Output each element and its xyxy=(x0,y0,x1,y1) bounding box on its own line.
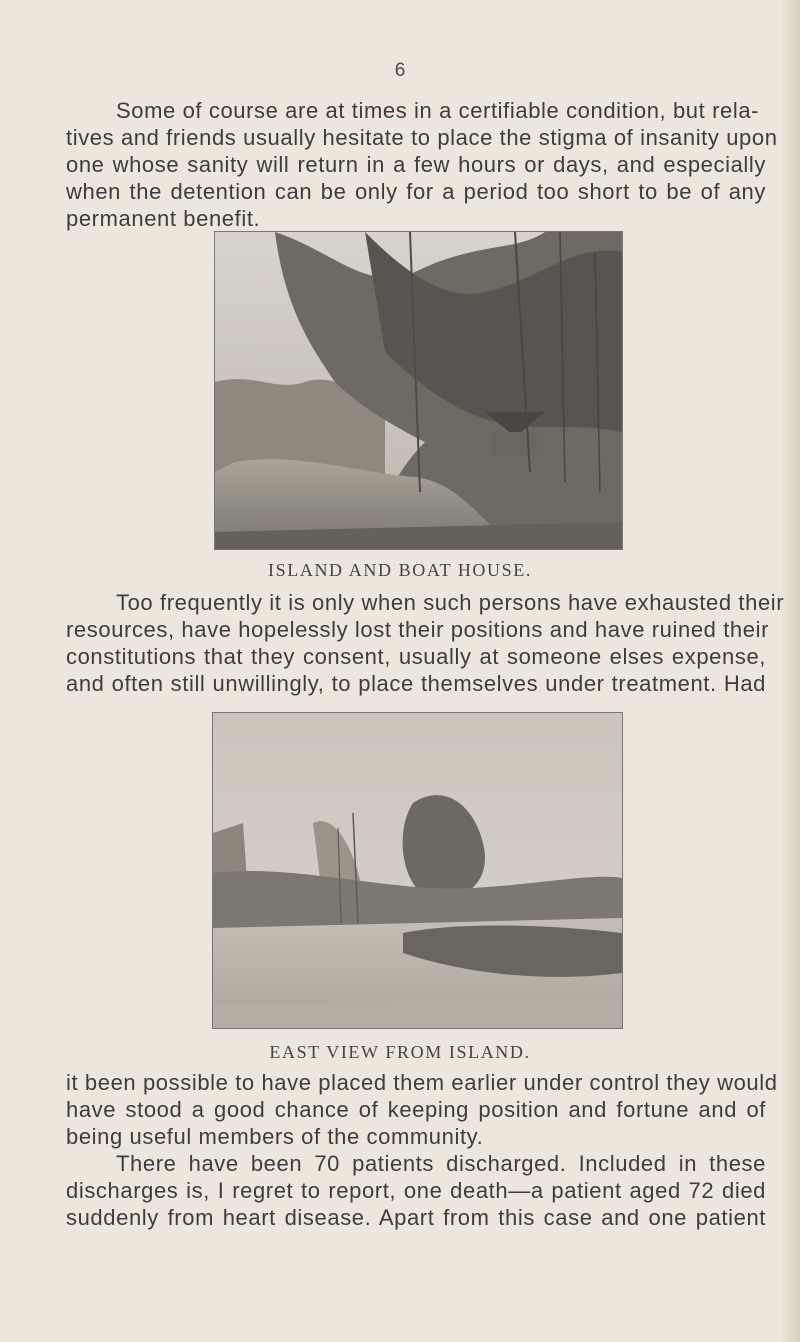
page-number: 6 xyxy=(394,60,406,81)
text-line: one whose sanity will return in a few hours or days, and especially xyxy=(66,152,766,177)
text-line: constitutions that they consent, usually at someone elses expense, xyxy=(66,644,766,669)
text-line: have stood a good chance of keeping position and fortune and of xyxy=(66,1097,766,1122)
paragraph-3 xyxy=(66,1069,778,1150)
figure-2-caption: EAST VIEW FROM ISLAND. xyxy=(269,1042,531,1062)
page-edge-shadow xyxy=(782,0,800,1342)
text-line: tives and friends usually hesitate to place the stigma of insanity upon xyxy=(66,125,778,150)
text-line: suddenly from heart disease. Apart from this case and one patient xyxy=(66,1205,766,1230)
text-line: discharges is, I regret to report, one death—a patient aged 72 died xyxy=(66,1178,766,1203)
text-line: when the detention can be only for a period too short to be of any xyxy=(66,179,766,204)
text-line: and often still unwillingly, to place themselves under treatment. Had xyxy=(66,671,766,696)
text-line: being useful members of the community. xyxy=(66,1124,484,1149)
text-line: resources, have hopelessly lost their positions and have ruined their xyxy=(66,617,769,642)
figure-1-caption: ISLAND AND BOAT HOUSE. xyxy=(268,560,532,580)
text-line: Some of course are at times in a certifiable condition, but rela- xyxy=(116,98,760,123)
text-line: permanent benefit. xyxy=(66,206,261,231)
text-line: it been possible to have placed them earlier under control they would xyxy=(66,1070,778,1095)
text-line: Too frequently it is only when such persons have exhausted their xyxy=(116,590,785,615)
paragraph-1 xyxy=(66,97,778,232)
island-boat-house-image xyxy=(215,232,622,549)
island-boat-house-photo xyxy=(214,231,623,550)
text-line: There have been 70 patients discharged. Included in these xyxy=(116,1151,766,1176)
paragraph-4 xyxy=(66,1150,766,1231)
east-view-image xyxy=(213,713,622,1028)
paragraph-2 xyxy=(66,589,785,697)
east-view-photo xyxy=(212,712,623,1029)
